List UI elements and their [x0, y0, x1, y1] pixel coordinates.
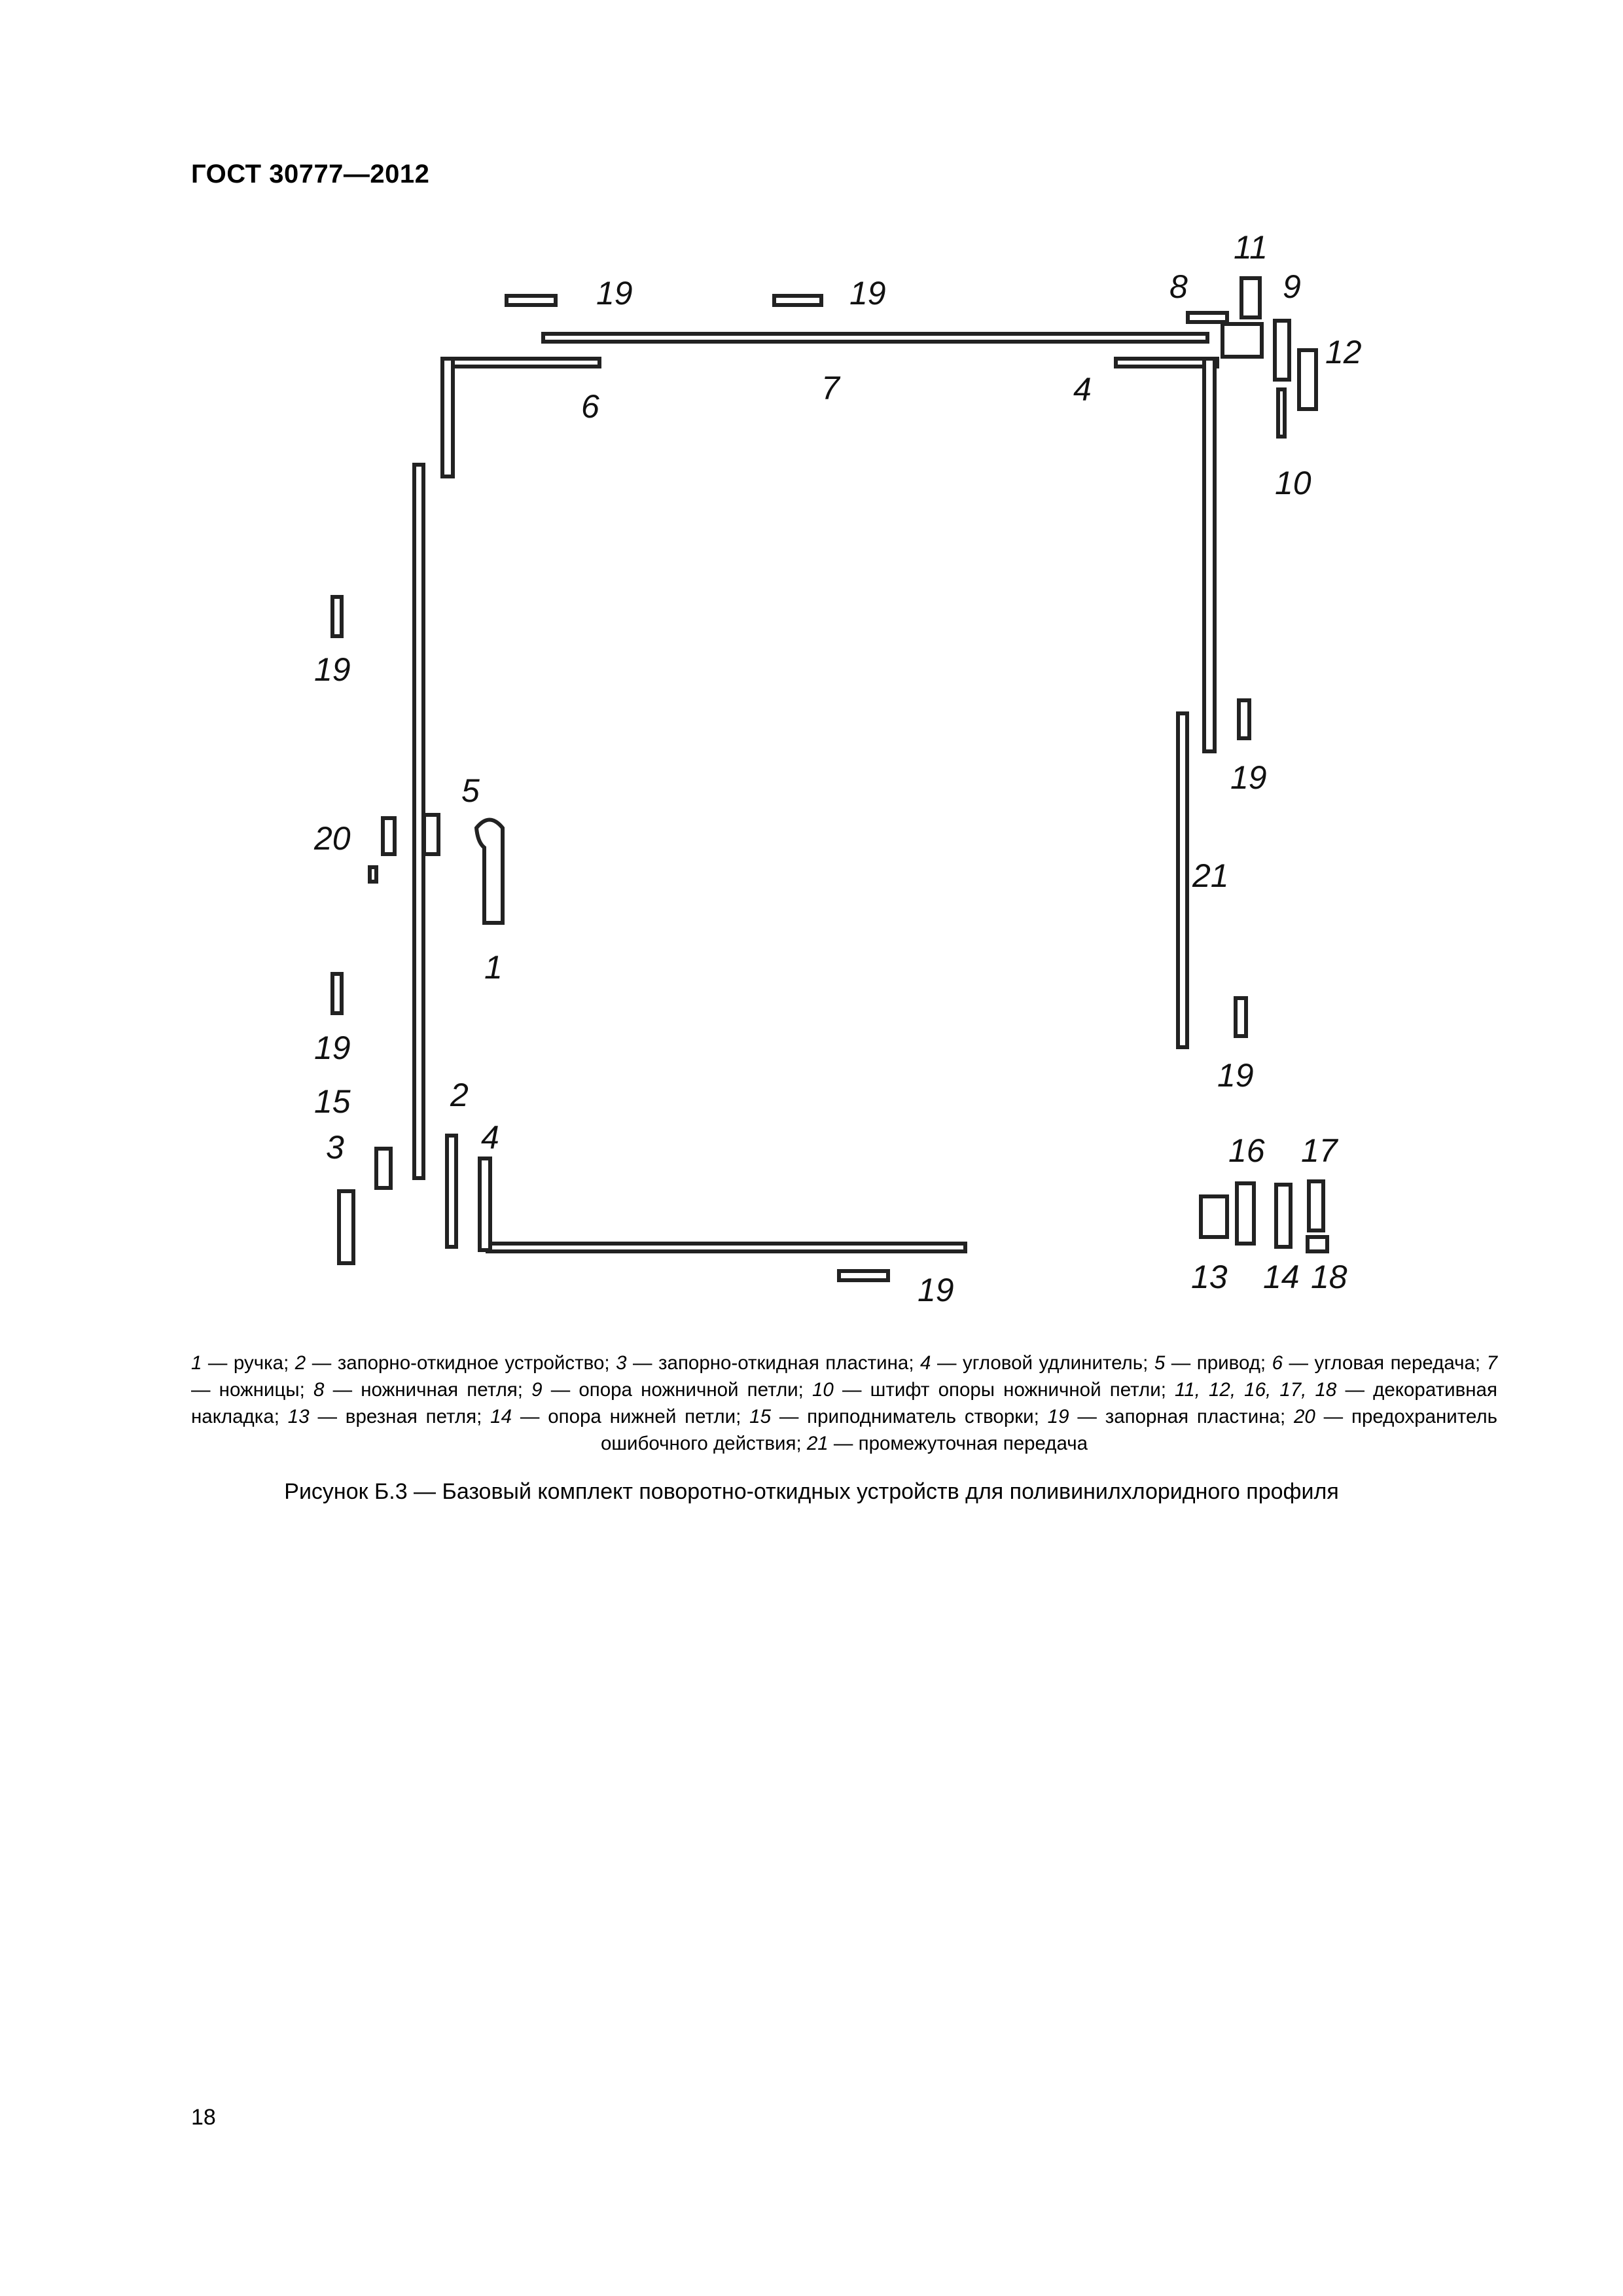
callout-label: 13 — [1191, 1259, 1228, 1295]
bottom-left-corner-vertical — [480, 1158, 490, 1250]
legend-item-number: 20 — [1294, 1406, 1315, 1427]
callout-label: 19 — [1217, 1057, 1254, 1094]
callout-label: 21 — [1192, 857, 1229, 894]
legend-item-number: 3 — [616, 1352, 627, 1374]
callout-label: 10 — [1275, 465, 1311, 501]
callout-label: 18 — [1311, 1259, 1347, 1295]
callout-label: 19 — [1230, 759, 1267, 796]
support-pin-10 — [1275, 321, 1289, 380]
callout-label: 12 — [1325, 334, 1362, 370]
legend-item-number: 4 — [920, 1352, 931, 1374]
figure-caption: Рисунок Б.3 — Базовый комплект поворотно-откидных устройств для поливинилхлоридного профиля — [284, 1479, 1339, 1504]
callout-label: 19 — [918, 1272, 954, 1308]
legend-item-number: 10 — [812, 1379, 834, 1401]
bottom-bar — [488, 1244, 965, 1251]
strike-plate-19-top-left — [507, 296, 556, 305]
lock-device-2 — [447, 1136, 456, 1247]
legend-item-number: 7 — [1486, 1352, 1497, 1374]
sash-lifter-15 — [376, 1149, 391, 1188]
legend-item-text: промежуточная передача — [858, 1433, 1088, 1454]
legend-item-number: 11, 12, 16, 17, 18 — [1175, 1379, 1337, 1401]
legend-item-number: 9 — [531, 1379, 543, 1401]
legend-item-text: предохранитель ошибочного действия — [600, 1406, 1497, 1454]
strike-plate-19-bottom — [839, 1271, 888, 1280]
decorative-cover-12 — [1299, 350, 1316, 409]
callout-label: 19 — [314, 1030, 351, 1066]
page-number: 18 — [191, 2105, 216, 2130]
legend-item-number: 6 — [1272, 1352, 1283, 1374]
document-header-code: ГОСТ 30777—2012 — [191, 160, 430, 188]
legend-item-text: ножницы — [219, 1379, 300, 1401]
legend-item-text: декоративная накладка — [191, 1379, 1497, 1427]
callout-label: 17 — [1301, 1132, 1338, 1169]
callout-label: 3 — [326, 1129, 344, 1166]
legend-item-text: ручка — [233, 1352, 284, 1374]
callout-label: 19 — [849, 275, 886, 312]
left-long-vertical — [414, 465, 423, 1178]
strike-plate-19-top-center — [774, 296, 821, 305]
callout-label: 8 — [1169, 268, 1188, 305]
figure-legend: 1 — ручка; 2 — запорно-откидное устройство; 3 — запорно-откидная пластина; 4 — угловой удлинитель; 5 — привод; 6 — угловая передача; 7 — ножницы; 8 — ножничная петля; 9 — опора ножничной петли; 10 — штифт опоры ножничной петли; 11, 12, 16, 17, 18 — декоративная накладка; 13 — врезная петля; 14 — опора нижней петли; 15 — приподниматель створки; 19 — запорная пластина; 20 — предохранитель ошибочного действия; 21 — промежуточная передача — [191, 1352, 1497, 1454]
legend-item-number: 2 — [294, 1352, 306, 1374]
callout-label: 11 — [1234, 229, 1268, 266]
callout-label: 15 — [314, 1083, 351, 1120]
strike-plate-19-right-top — [1239, 700, 1249, 738]
callout-label: 2 — [450, 1077, 469, 1113]
callout-label: 20 — [314, 820, 351, 857]
legend-item-text: опора нижней петли — [548, 1406, 736, 1427]
legend-item-text: привод — [1196, 1352, 1260, 1374]
scissor-hinge-support-9 — [1222, 324, 1262, 357]
scissor-hinge-8 — [1188, 313, 1227, 322]
callout-label: 4 — [481, 1119, 499, 1156]
callout-label: 16 — [1228, 1132, 1265, 1169]
fault-protector-20 — [383, 818, 395, 854]
legend-item-number: 21 — [806, 1433, 829, 1454]
right-intermediate-transmission-21 — [1178, 713, 1187, 1047]
decorative-cover-16 — [1237, 1183, 1254, 1244]
legend-item-text: врезная петля — [345, 1406, 477, 1427]
lock-plate-3 — [339, 1191, 353, 1263]
callout-label: 6 — [581, 388, 599, 425]
strike-plate-19-left-top — [332, 597, 342, 636]
legend-item-number: 19 — [1047, 1406, 1069, 1427]
callout-label: 7 — [821, 370, 840, 406]
top-right-corner-extension — [1116, 359, 1217, 367]
legend-item-text: запорно-откидная пластина — [658, 1352, 909, 1374]
legend-item-text: запорно-откидное устройство — [337, 1352, 605, 1374]
callout-label: 9 — [1283, 268, 1301, 305]
legend-item-number: 1 — [191, 1352, 202, 1374]
legend-item-text: запорная пластина — [1105, 1406, 1280, 1427]
legend-item-number: 8 — [313, 1379, 325, 1401]
callout-label: 19 — [314, 651, 351, 688]
legend-item-text: приподниматель створки — [807, 1406, 1034, 1427]
callout-label: 5 — [461, 772, 480, 809]
lower-hinge-support-14 — [1276, 1185, 1291, 1247]
top-corner-transmission-6 — [442, 359, 599, 367]
legend-item-text: ножничная петля — [361, 1379, 518, 1401]
legend-item-number: 15 — [749, 1406, 771, 1427]
strike-plate-19-right-bottom — [1236, 998, 1246, 1036]
legend-item-text: угловая передача — [1314, 1352, 1475, 1374]
callout-label: 19 — [596, 275, 633, 312]
upper-left-corner-vertical — [442, 359, 453, 476]
right-upper-vertical — [1204, 359, 1215, 751]
strike-plate-19-left-bottom — [332, 974, 342, 1013]
callout-label: 14 — [1263, 1259, 1300, 1295]
callout-label: 4 — [1073, 371, 1092, 408]
legend-item-number: 13 — [287, 1406, 310, 1427]
handle-1 — [476, 820, 503, 924]
top-scissors-bar — [543, 334, 1207, 342]
legend-item-text: штифт опоры ножничной петли — [870, 1379, 1161, 1401]
mortise-hinge-13 — [1201, 1196, 1227, 1237]
decorative-cover-18 — [1308, 1237, 1327, 1251]
drive-5 — [424, 815, 438, 854]
legend-item-number: 14 — [490, 1406, 512, 1427]
legend-item-text: опора ножничной петли — [579, 1379, 798, 1401]
callout-label: 1 — [484, 949, 503, 986]
decorative-cover-17 — [1309, 1181, 1323, 1230]
legend-item-text: угловой удлинитель — [962, 1352, 1143, 1374]
decorative-cover-11 — [1241, 278, 1260, 317]
legend-item-number: 5 — [1154, 1352, 1166, 1374]
